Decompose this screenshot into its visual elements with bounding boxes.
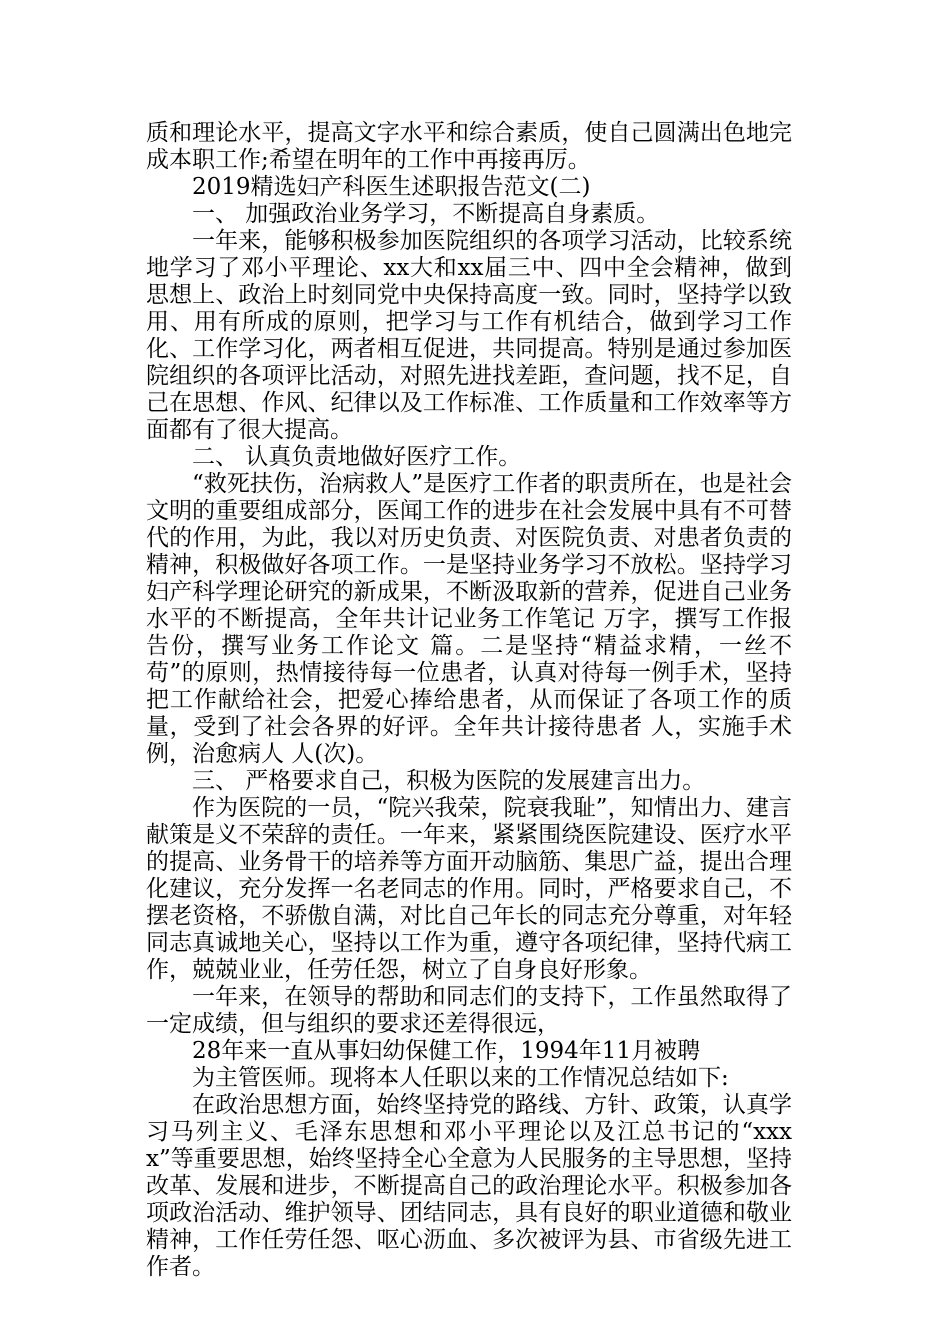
- section-heading-two: 二、 认真负责地做好医疗工作。: [192, 444, 522, 470]
- paragraph: 一年来，在领导的帮助和同志们的支持下，工作虽然取得了一定成绩，但与组织的要求还差得很远，: [146, 984, 792, 1037]
- section-heading-one: 一、 加强政治业务学习，不断提高自身素质。: [192, 201, 660, 227]
- paragraph: 作为医院的一员，“院兴我荣，院衰我耻”，知情出力、建言献策是义不荣辞的责任。一年来，紧紧围绕医院建设、医疗水平的提高、业务骨干的培养等方面开动脑筋、集思广益，提出合理化建议，充分发挥一名老同志的作用。同时，严格要求自己，不摆老资格，不骄傲自满，对比自己年长的同志充分尊重，对年轻同志真诚地关心，坚持以工作为重，遵守各项纪律，坚持代病工作，兢兢业业，任劳任怨，树立了自身良好形象。: [146, 795, 792, 983]
- section-heading-three: 三、 严格要求自己，积极为医院的发展建言出力。: [192, 768, 706, 794]
- paragraph: 为主管医师。现将本人任职以来的工作情况总结如下:: [192, 1065, 729, 1091]
- paragraph: 28年来一直从事妇幼保健工作，1994年11月被聘: [192, 1038, 701, 1064]
- paragraph: “救死扶伤，治病救人”是医疗工作者的职责所在，也是社会文明的重要组成部分，医闻工作的进步在社会发展中具有不可替代的作用，为此，我以对历史负责、对医院负责、对患者负责的精神，积极做好各项工作。一是坚持业务学习不放松。坚持学习妇产科学理论研究的新成果，不断汲取新的营养，促进自己业务水平的不断提高，全年共计记业务工作笔记 万字，撰写工作报告份，撰写业务工作论文 篇。二是坚持“精益求精，一丝不苟”的原则，热情接待每一位患者，认真对待每一例手术，坚持把工作献给社会，把爱心捧给患者，从而保证了各项工作的质量，受到了社会各界的好评。全年共计接待患者 人，实施手术 例，治愈病人 人(次)。: [146, 471, 792, 767]
- paragraph-continuation: 质和理论水平，提高文字水平和综合素质，使自己圆满出色地完成本职工作;希望在明年的工作中再接再厉。: [146, 120, 792, 173]
- paragraph: 在政治思想方面，始终坚持党的路线、方针、政策，认真学习马列主义、毛泽东思想和邓小平理论以及江总书记的“xxxx”等重要思想，始终坚持全心全意为人民服务的主导思想，坚持改革、发展和进步，不断提高自己的政治理论水平。积极参加各项政治活动、维护领导、团结同志，具有良好的职业道德和敬业精神，工作任劳任怨、呕心沥血、多次被评为县、市省级先进工作者。: [146, 1092, 792, 1280]
- document-body: [146, 120, 792, 1281]
- paragraph: 一年来，能够积极参加医院组织的各项学习活动，比较系统地学习了邓小平理论、xx大和xx届三中、四中全会精神，做到思想上、政治上时刻同党中央保持高度一致。同时，坚持学以致用、用有所成的原则，把学习与工作有机结合，做到学习工作化、工作学习化，两者相互促进，共同提高。特别是通过参加医院组织的各项评比活动，对照先进找差距，查问题，找不足，自己在思想、作风、纪律以及工作标准、工作质量和工作效率等方面都有了很大提高。: [146, 228, 792, 443]
- document-title: 2019精选妇产科医生述职报告范文(二): [192, 174, 591, 200]
